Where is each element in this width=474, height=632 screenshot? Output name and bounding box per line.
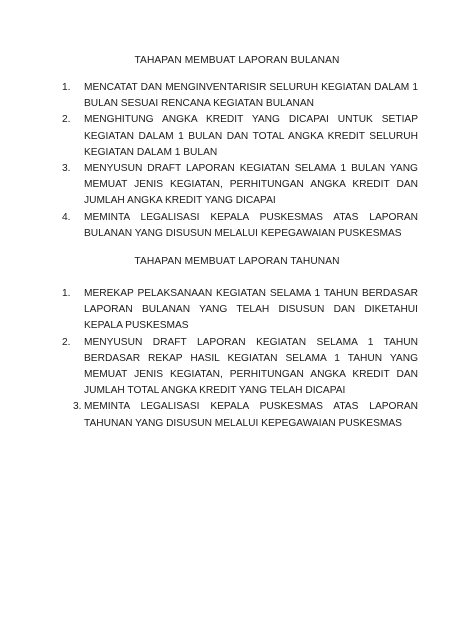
list-item bbox=[0, 335, 474, 400]
item-text: MEMINTA LEGALISASI KEPALA PUSKESMAS ATAS LAPORAN BULANAN YANG DISUSUN MELALUI KEPEGAWAIAN PUSKESMAS bbox=[84, 211, 418, 239]
item-number: 2. bbox=[62, 336, 71, 348]
section-title-monthly: TAHAPAN MEMBUAT LAPORAN BULANAN bbox=[134, 55, 340, 66]
item-number: 3. bbox=[73, 401, 82, 413]
item-text: MENYUSUN DRAFT LAPORAN KEGIATAN SELAMA 1 BULAN YANG MEMUAT JENIS KEGIATAN, PERHITUNGAN ANGKA KREDIT DAN JUMLAH ANGKA KREDIT YANG DICAPAI bbox=[84, 163, 418, 207]
item-number: 1. bbox=[62, 82, 71, 93]
section-title-yearly: TAHAPAN MEMBUAT LAPORAN TAHUNAN bbox=[134, 256, 340, 267]
item-number: 2. bbox=[62, 114, 71, 126]
item-text: MENCATAT DAN MENGINVENTARISIR SELURUH KEGIATAN DALAM 1 BULAN SESUAI RENCANA KEGIATAN BULANAN bbox=[84, 82, 418, 110]
list-item bbox=[0, 161, 474, 210]
list-item bbox=[0, 286, 474, 335]
list-item bbox=[0, 210, 474, 242]
list-item bbox=[0, 80, 474, 112]
item-text: MEREKAP PELAKSANAAN KEGIATAN SELAMA 1 TAHUN BERDASAR LAPORAN BULANAN YANG TELAH DISUSUN DAN DIKETAHUI KEPALA PUSKESMAS bbox=[84, 288, 418, 332]
item-text: MENGHITUNG ANGKA KREDIT YANG DICAPAI UNTUK SETIAP KEGIATAN DALAM 1 BULAN DAN TOTAL ANGKA KREDIT SELURUH KEGIATAN DALAM 1 BULAN bbox=[84, 114, 418, 158]
item-text: MENYUSUN DRAFT LAPORAN KEGIATAN SELAMA 1 TAHUN BERDASAR REKAP HASIL KEGIATAN SELAMA 1 TAHUN YANG MEMUAT JENIS KEGIATAN, PERHITUNGAN ANGKA KREDIT DAN JUMLAH TOTAL ANGKA KREDIT YANG TELAH DICAPAI bbox=[84, 336, 418, 397]
yearly-steps-list bbox=[0, 286, 474, 432]
list-item bbox=[0, 112, 474, 161]
list-item bbox=[0, 399, 474, 431]
item-text: MEMINTA LEGALISASI KEPALA PUSKESMAS ATAS LAPORAN TAHUNAN YANG DISUSUN MELALUI KEPEGAWAIAN PUSKESMAS bbox=[84, 401, 418, 429]
monthly-steps-list bbox=[0, 80, 474, 242]
item-number: 3. bbox=[62, 163, 71, 175]
item-number: 1. bbox=[62, 288, 71, 299]
item-number: 4. bbox=[62, 211, 71, 223]
